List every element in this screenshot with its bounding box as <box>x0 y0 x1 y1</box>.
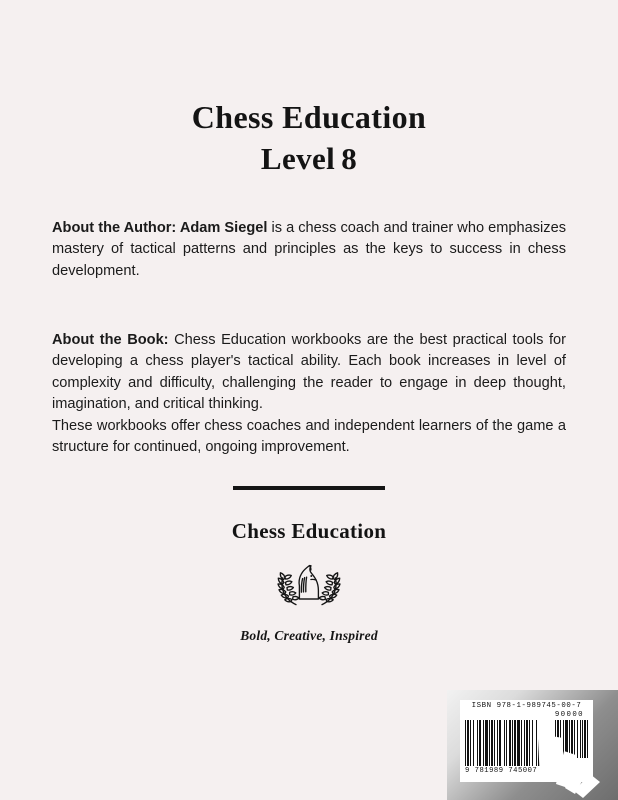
isbn-text: ISBN 978-1-989745-00-7 <box>471 702 582 710</box>
barcode-digits: 9 781989 745007 <box>465 767 538 776</box>
stacked-books-icon <box>535 718 618 800</box>
barcode-panel <box>447 690 618 800</box>
about-the-book-body-second: These workbooks offer chess coaches and independent learners of the game a structure for continued, ongoing improvement. <box>52 417 566 456</box>
level-line <box>0 140 618 179</box>
publisher-tagline: Bold, Creative, Inspired <box>240 628 378 643</box>
level-label: Level <box>260 140 336 176</box>
about-the-author-paragraph <box>52 218 566 282</box>
about-the-author-heading: About the Author: Adam Siegel <box>52 220 268 236</box>
level-number: 8 <box>341 140 358 176</box>
page-title: Chess Education <box>191 99 427 135</box>
about-the-book-paragraph <box>52 330 566 459</box>
about-the-author-body: is a chess coach and trainer who emphasizes mastery of tactical patterns and principles as the keys to success in chess development. <box>52 220 566 279</box>
title-block <box>0 100 618 179</box>
about-the-book-heading: About the Book: <box>52 332 169 348</box>
publisher-logo-block <box>0 519 618 644</box>
about-the-book-body: Chess Education workbooks are the best practical tools for developing a chess player's tactical ability. Each book increases in level of complexity and difficulty, challenging the reader to engage in deep thought, imagination, and critical thinking. <box>52 332 566 413</box>
publisher-name: Chess Education <box>231 519 387 543</box>
divider <box>233 486 385 490</box>
barcode-addon-text: 90000 <box>554 710 584 719</box>
chess-knight-laurel-icon <box>0 556 618 616</box>
